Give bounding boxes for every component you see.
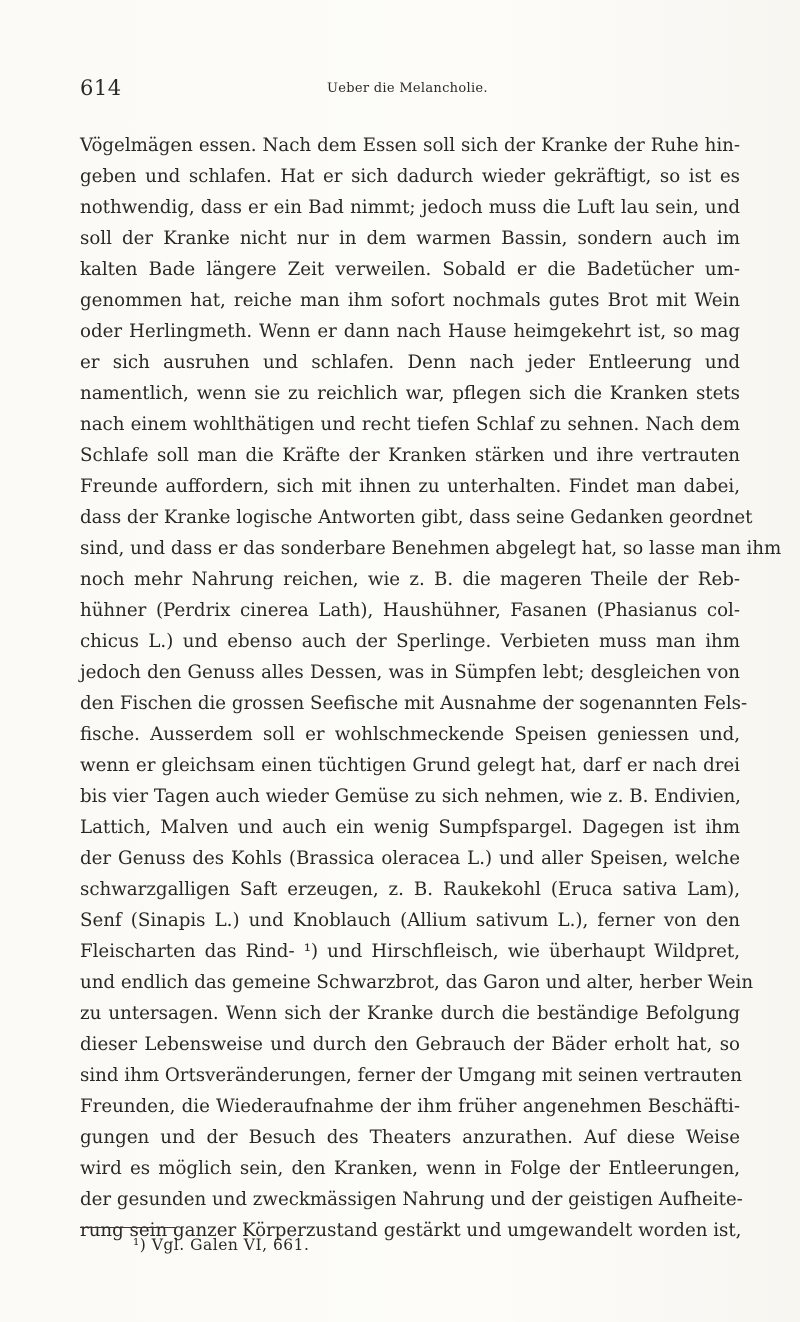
page-number: 614 [80,76,122,100]
text-line: er sich ausruhen und schlafen. Denn nach jeder Entleerung und [80,352,740,373]
text-line: soll der Kranke nicht nur in dem warmen Bassin, sondern auch im [80,228,740,249]
footnote-divider [80,1227,175,1228]
text-line: genommen hat, reiche man ihm sofort nochmals gutes Brot mit Wein [80,290,740,311]
text-line: sind ihm Ortsveränderungen, ferner der Umgang mit seinen vertrauten [80,1065,742,1086]
text-line: kalten Bade längere Zeit verweilen. Sobald er die Badetücher um- [80,259,740,280]
text-line: nothwendig, dass er ein Bad nimmt; jedoch muss die Luft lau sein, und [80,197,740,218]
body-text [80,130,782,1246]
text-line: Senf (Sinapis L.) und Knoblauch (Allium sativum L.), ferner von den [80,910,740,931]
text-line: zu untersagen. Wenn sich der Kranke durch die beständige Befolgung [80,1003,740,1024]
text-line: hühner (Perdrix cinerea Lath), Haushühner, Fasanen (Phasianus col- [80,600,740,621]
text-line: Freunden, die Wiederaufnahme der ihm früher angenehmen Beschäfti- [80,1096,740,1117]
text-line: Lattich, Malven und auch ein wenig Sumpfspargel. Dagegen ist ihm [80,817,740,838]
text-line: den Fischen die grossen Seefische mit Ausnahme der sogenannten Fels- [80,693,748,714]
text-line: nach einem wohlthätigen und recht tiefen Schlaf zu sehnen. Nach dem [80,414,740,435]
text-line: wenn er gleichsam einen tüchtigen Grund gelegt hat, darf er nach drei [80,755,740,776]
text-line: gungen und der Besuch des Theaters anzurathen. Auf diese Weise [80,1127,740,1148]
footnote: ¹) Vgl. Galen VI, 661. [133,1236,310,1254]
text-line: Schlafe soll man die Kräfte der Kranken stärken und ihre vertrauten [80,445,740,466]
running-title: Ueber die Melancholie. [327,81,488,96]
text-line: Freunde auffordern, sich mit ihnen zu unterhalten. Findet man dabei, [80,476,740,497]
text-line: oder Herlingmeth. Wenn er dann nach Hause heimgekehrt ist, so mag [80,321,740,342]
text-line: noch mehr Nahrung reichen, wie z. B. die mageren Theile der Reb- [80,569,740,590]
text-line: namentlich, wenn sie zu reichlich war, pflegen sich die Kranken stets [80,383,740,404]
text-line: fische. Ausserdem soll er wohlschmeckende Speisen geniessen und, [80,724,740,745]
text-line: Fleischarten das Rind- ¹) und Hirschfleisch, wie überhaupt Wildpret, [80,941,740,962]
text-line: rung sein ganzer Körperzustand gestärkt und umgewandelt worden ist, [80,1220,742,1241]
text-line: der Genuss des Kohls (Brassica oleracea L.) und aller Speisen, welche [80,848,740,869]
text-line: dass der Kranke logische Antworten gibt, dass seine Gedanken geordnet [80,507,753,528]
text-line: dieser Lebensweise und durch den Gebrauch der Bäder erholt hat, so [80,1034,740,1055]
text-line: schwarzgalligen Saft erzeugen, z. B. Raukekohl (Eruca sativa Lam), [80,879,740,900]
text-line: der gesunden und zweckmässigen Nahrung und der geistigen Aufheite- [80,1189,743,1210]
text-line: und endlich das gemeine Schwarzbrot, das Garon und alter, herber Wein [80,972,754,993]
text-line: sind, und dass er das sonderbare Benehmen abgelegt hat, so lasse man ihm [80,538,782,559]
text-line: geben und schlafen. Hat er sich dadurch wieder gekräftigt, so ist es [80,166,740,187]
text-line: wird es möglich sein, den Kranken, wenn in Folge der Entleerungen, [80,1158,740,1179]
text-line: bis vier Tagen auch wieder Gemüse zu sich nehmen, wie z. B. Endivien, [80,786,741,807]
text-line: jedoch den Genuss alles Dessen, was in Sümpfen lebt; desgleichen von [80,662,740,683]
text-line: Vögelmägen essen. Nach dem Essen soll sich der Kranke der Ruhe hin- [80,135,740,156]
text-line: chicus L.) und ebenso auch der Sperlinge. Verbieten muss man ihm [80,631,740,652]
